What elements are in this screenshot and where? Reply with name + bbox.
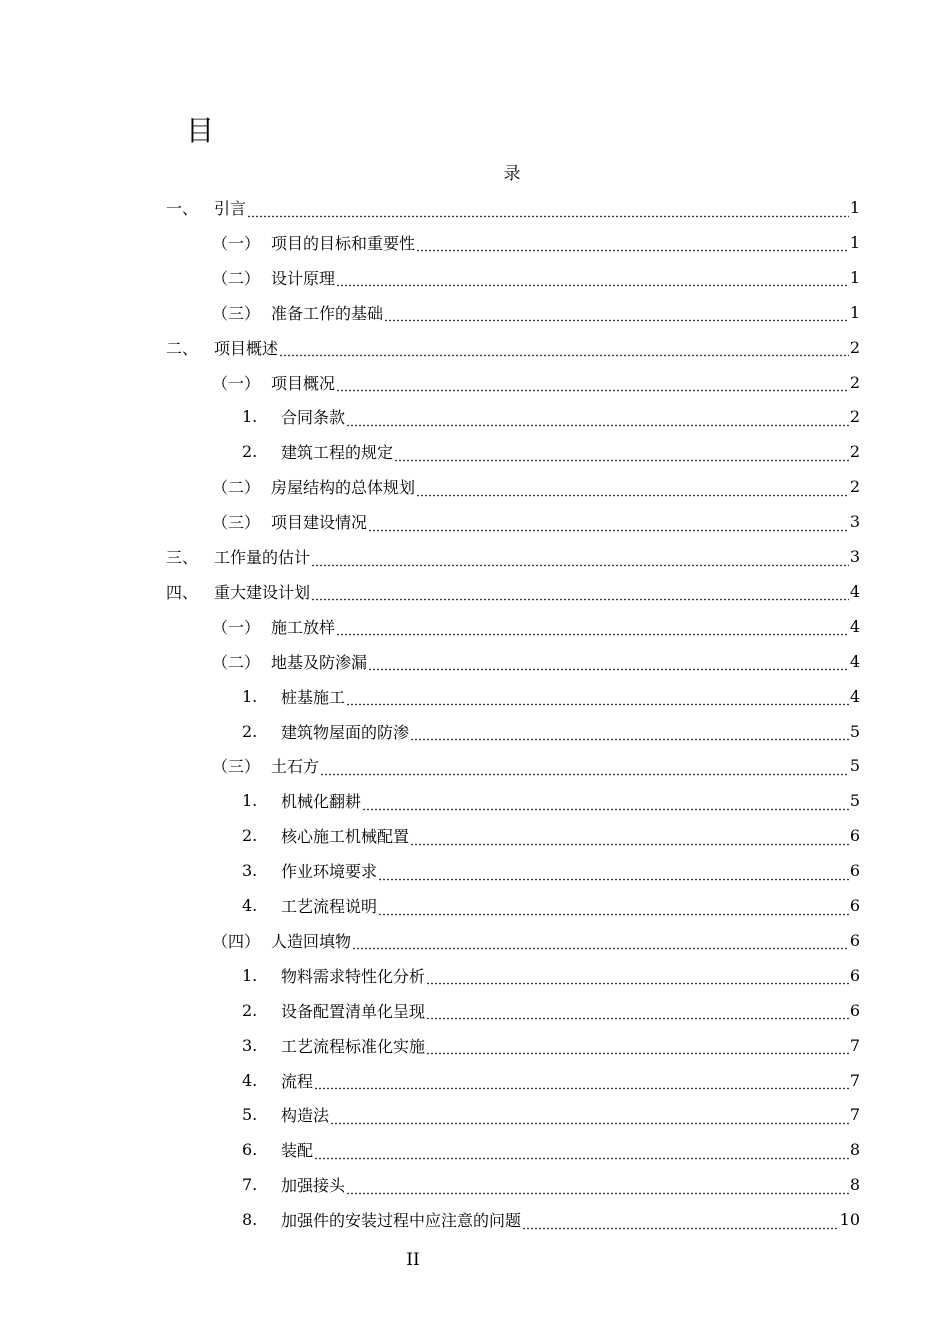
toc-entry-page: 5 <box>849 791 860 811</box>
toc-entry-title: 准备工作的基础 <box>271 303 384 323</box>
toc-entry-page: 4 <box>849 651 860 671</box>
toc-entry-number: （三） <box>212 303 261 323</box>
toc-entry[interactable] <box>166 190 860 225</box>
toc-dot-leader <box>346 1175 849 1195</box>
toc-entry-number: 3. <box>242 1035 258 1055</box>
toc-entry-page: 8 <box>849 1175 860 1195</box>
toc-entry-number: 1. <box>242 791 258 811</box>
toc-entry-title: 流程 <box>281 1071 314 1091</box>
toc-entry-number: 8. <box>242 1210 258 1230</box>
toc-entry-title: 构造法 <box>281 1106 330 1126</box>
toc-dot-leader <box>378 861 849 881</box>
toc-entry-number: 6. <box>242 1140 258 1160</box>
toc-entry-number: 7. <box>242 1175 258 1195</box>
toc-dot-leader <box>426 1000 849 1020</box>
toc-entry-title: 机械化翻耕 <box>281 792 362 812</box>
toc-entry-title: 项目的目标和重要性 <box>271 233 416 253</box>
toc-dot-leader <box>368 651 849 671</box>
toc-entry-title: 设计原理 <box>271 268 336 288</box>
toc-dot-leader <box>314 1140 849 1160</box>
toc-entry-page: 2 <box>849 337 860 357</box>
toc-entry-page: 8 <box>849 1140 860 1160</box>
toc-dot-leader <box>394 442 849 462</box>
toc-dot-leader <box>416 477 849 497</box>
toc-entry-page: 6 <box>849 930 860 950</box>
toc-entry-page: 6 <box>849 896 860 915</box>
toc-entry-number: 三、 <box>166 548 199 567</box>
toc-entry-page: 2 <box>849 442 860 462</box>
toc-entry-page: 4 <box>849 616 860 636</box>
toc-entry[interactable] <box>242 1167 860 1202</box>
toc-entry-page: 6 <box>849 965 860 985</box>
toc-entry-number: 2. <box>242 442 258 462</box>
toc-entry-title: 土石方 <box>271 757 320 777</box>
toc-dot-leader <box>384 302 849 322</box>
toc-entry-title: 项目概述 <box>214 338 279 358</box>
toc-dot-leader <box>336 267 849 287</box>
toc-entry-number: 4. <box>242 896 258 915</box>
toc-entry-number: 2. <box>242 826 258 846</box>
toc-entry-title: 桩基施工 <box>281 687 346 707</box>
toc-dot-leader <box>426 965 849 985</box>
toc-entry-page: 6 <box>849 826 860 846</box>
toc-dot-leader <box>336 616 849 636</box>
toc-entry[interactable] <box>212 609 860 644</box>
toc-entry-number: 2. <box>242 721 258 741</box>
toc-entry-page: 1 <box>849 232 860 252</box>
toc-entry[interactable] <box>212 295 860 330</box>
toc-entry-title: 项目概况 <box>271 373 336 393</box>
toc-dot-leader <box>410 721 849 741</box>
toc-entry[interactable] <box>242 434 860 469</box>
toc-entry-number: 3. <box>242 861 258 881</box>
toc-dot-leader <box>320 756 849 776</box>
toc-entry-title: 引言 <box>214 199 247 218</box>
toc-entry-title: 施工放样 <box>271 617 336 637</box>
toc-entry-title: 人造回填物 <box>271 931 352 951</box>
toc-entry-title: 作业环境要求 <box>281 862 378 882</box>
toc-entry-number: 2. <box>242 1000 258 1020</box>
toc-entry-page: 5 <box>849 756 860 776</box>
toc-entry-number: （二） <box>212 652 261 672</box>
toc-entry[interactable] <box>212 748 860 783</box>
toc-entry[interactable] <box>242 783 860 818</box>
toc-entry-number: 1. <box>242 686 258 706</box>
toc-entry-number: （一） <box>212 373 261 393</box>
toc-entry[interactable] <box>242 679 860 714</box>
toc-entry-page: 2 <box>849 372 860 392</box>
toc-entry-page: 4 <box>849 581 860 601</box>
toc-entry-page: 1 <box>849 302 860 322</box>
toc-entry-number: （二） <box>212 478 261 498</box>
toc-entry-title: 物料需求特性化分析 <box>281 966 426 986</box>
toc-entry-number: （三） <box>212 513 261 533</box>
toc-entry-page: 3 <box>849 512 860 532</box>
toc-entry-title: 重大建设计划 <box>214 582 311 602</box>
toc-entry-page: 4 <box>849 686 860 706</box>
toc-entry-page: 5 <box>849 721 860 741</box>
toc-entry[interactable] <box>242 1097 860 1132</box>
toc-entry[interactable] <box>212 504 860 539</box>
toc-entry-title: 加强接头 <box>281 1176 346 1196</box>
toc-dot-leader <box>522 1210 839 1230</box>
toc-dot-leader <box>426 1035 849 1055</box>
toc-entry[interactable] <box>242 853 860 888</box>
toc-entry[interactable] <box>242 888 860 923</box>
toc-title-second-char: 录 <box>503 164 521 184</box>
toc-entry-page: 2 <box>849 477 860 497</box>
toc-entry[interactable] <box>242 958 860 993</box>
toc-entry[interactable] <box>242 818 860 853</box>
toc-entry-number: 二、 <box>166 338 199 358</box>
toc-entry-number: 四、 <box>166 582 199 602</box>
toc-entry-title: 建筑工程的规定 <box>281 443 394 463</box>
toc-entry-page: 1 <box>849 198 860 217</box>
toc-entry-title: 设备配置清单化呈现 <box>281 1001 426 1021</box>
toc-dot-leader <box>314 1070 849 1090</box>
toc-entry-page: 7 <box>849 1105 860 1125</box>
toc-entry-number: 1. <box>242 407 258 427</box>
toc-dot-leader <box>279 337 849 357</box>
toc-entry-title: 工艺流程说明 <box>281 897 378 916</box>
toc-entry[interactable] <box>166 574 860 609</box>
toc-entry[interactable] <box>212 644 860 679</box>
toc-entry[interactable] <box>166 539 860 574</box>
toc-entry-title: 项目建设情况 <box>271 513 368 533</box>
toc-entry-number: 一、 <box>166 199 199 218</box>
toc-dot-leader <box>247 198 849 218</box>
toc-entry-title: 建筑物屋面的防渗 <box>281 722 410 742</box>
toc-entry[interactable] <box>212 260 860 295</box>
toc-dot-leader <box>311 581 849 601</box>
toc-entry-page: 6 <box>849 1000 860 1020</box>
toc-entry[interactable] <box>212 225 860 260</box>
toc-dot-leader <box>346 686 849 706</box>
toc-dot-leader <box>362 791 849 811</box>
toc-dot-leader <box>410 826 849 846</box>
toc-entry-number: （二） <box>212 268 261 288</box>
toc-entry[interactable] <box>242 1028 860 1063</box>
toc-entry-page: 1 <box>849 267 860 287</box>
toc-entry-page: 10 <box>839 1210 860 1230</box>
toc-entry-title: 房屋结构的总体规划 <box>271 478 416 498</box>
toc-dot-leader <box>330 1105 849 1125</box>
toc-dot-leader <box>346 407 849 427</box>
toc-entry[interactable] <box>242 714 860 749</box>
toc-entry[interactable] <box>166 330 860 365</box>
toc-entry-title: 装配 <box>281 1141 314 1161</box>
toc-entry-page: 7 <box>849 1035 860 1055</box>
toc-entry[interactable] <box>212 923 860 958</box>
toc-entry-title: 工艺流程标准化实施 <box>281 1036 426 1056</box>
toc-entry-number: 1. <box>242 965 258 985</box>
toc-entry-page: 7 <box>849 1070 860 1090</box>
toc-entry-number: 5. <box>242 1105 258 1125</box>
toc-entry[interactable] <box>242 399 860 434</box>
toc-entry-number: （一） <box>212 233 261 253</box>
toc-entry[interactable] <box>242 993 860 1028</box>
toc-dot-leader <box>336 372 849 392</box>
toc-entry-title: 合同条款 <box>281 408 346 428</box>
toc-dot-leader <box>416 232 849 252</box>
toc-dot-leader <box>311 547 849 567</box>
toc-entry[interactable] <box>212 469 860 504</box>
toc-entry-title: 地基及防渗漏 <box>271 652 368 672</box>
toc-entry-page: 3 <box>849 547 860 566</box>
toc-entry[interactable] <box>212 365 860 400</box>
toc-entry-title: 加强件的安装过程中应注意的问题 <box>281 1211 522 1231</box>
toc-entry[interactable] <box>242 1202 860 1237</box>
toc-entry-number: （四） <box>212 931 261 951</box>
toc-entry-page: 2 <box>849 407 860 427</box>
toc-dot-leader <box>368 512 849 532</box>
toc-entry-number: （三） <box>212 757 261 777</box>
toc-entry-title: 核心施工机械配置 <box>281 827 410 847</box>
toc-entry[interactable] <box>242 1132 860 1167</box>
toc-dot-leader <box>352 930 849 950</box>
toc-dot-leader <box>378 896 849 916</box>
toc-entry-title: 工作量的估计 <box>214 548 311 567</box>
toc-entry-number: 4. <box>242 1070 258 1090</box>
toc-title-first-char: 目 <box>186 114 215 147</box>
toc-entry-number: （一） <box>212 617 261 637</box>
toc-entry[interactable] <box>242 1063 860 1098</box>
page-number-footer: II <box>406 1250 420 1270</box>
toc-entry-page: 6 <box>849 861 860 881</box>
